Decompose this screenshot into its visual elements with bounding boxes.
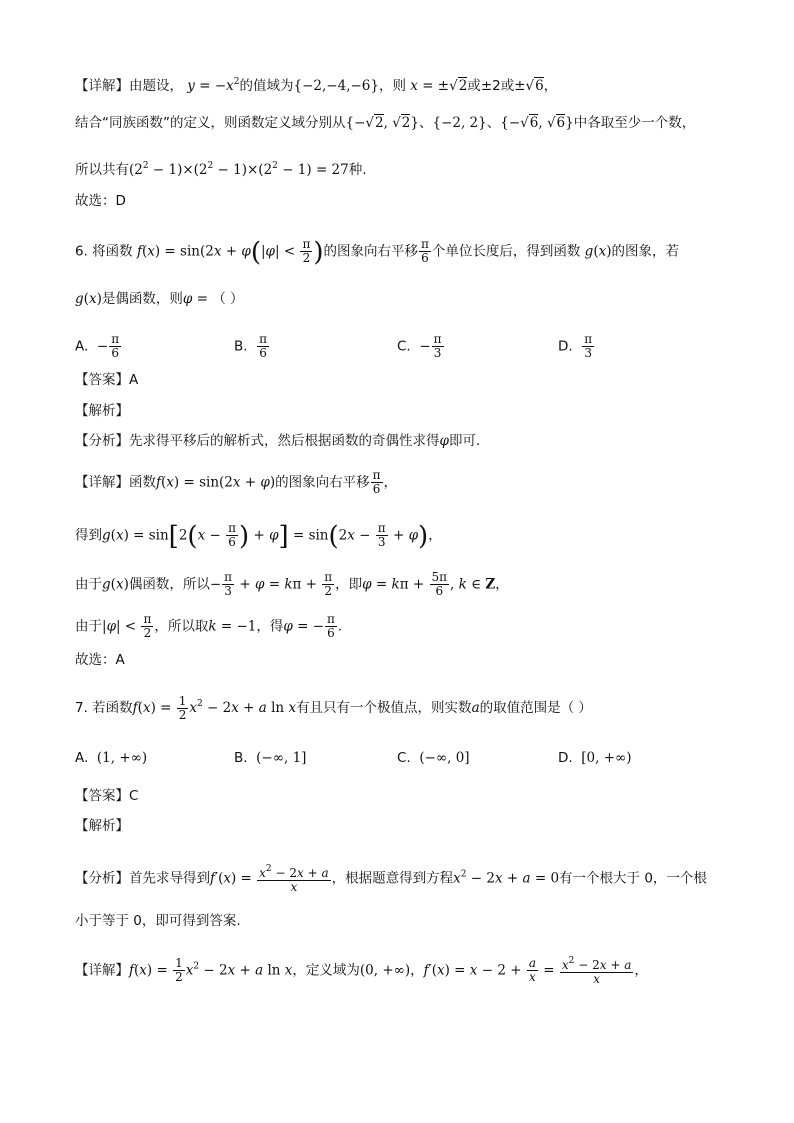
q7-option-b[interactable]: B. (−∞, 1]: [234, 750, 307, 766]
q7-fenxi-1: 【分析】首先求导得到f′(x) = $\frac{x^2 - 2x + a}{x}$ ，根据题意得到方程$x^2 - 2x + a = 0$有一个根大于 0，一个根: [75, 864, 707, 894]
fraction: $\frac{\pi}{2}$: [143, 612, 152, 640]
q6-answer: 【答案】A: [75, 372, 139, 388]
fraction: $\frac{\pi}{2}$: [302, 237, 311, 265]
q6-stem: 6. 将函数 f(x) = sin(2x + φ(|φ| < $\frac{\pi}{2}$ )的图象向右平移 $\frac{\pi}{6}$ 个单位长度后，得到函数 g(x)的图象，若: [75, 237, 680, 268]
fraction: $\frac{\pi}{3}$: [224, 570, 233, 598]
q6-stem-2: g(x)是偶函数，则φ = （ ）: [75, 291, 244, 307]
q7-option-c[interactable]: C. (−∞, 0]: [397, 750, 470, 766]
q6-option-c[interactable]: C. − $\frac{\pi}{3}$: [397, 332, 442, 360]
math-set: {−√6, √6}: [500, 115, 574, 131]
q6-detail-2: 得到g(x) = sin[2(x − $\frac{\pi}{6}$ ) + φ] = sin(2x − $\frac{\pi}{3}$ + φ)，: [75, 521, 442, 552]
fraction: $\frac{1}{2}$: [175, 956, 183, 984]
q6-option-b[interactable]: B. $\frac{\pi}{6}$: [234, 332, 268, 360]
math-set: {−2, 2}: [432, 115, 487, 131]
q5-combine-line: 结合“同族函数”的定义，则函数定义域分别从{−√2, √2}、{−2, 2}、{−√6, √6}中各取至少一个数，: [75, 115, 696, 131]
fraction: $\frac{x^2 - 2x + a}{x}$: [561, 956, 632, 986]
fraction: $\frac{5\pi}{6}$: [431, 570, 448, 598]
q7-stem: 7. 若函数f(x) = $\frac{1}{2}$ $x^2 - 2x + a$ ln x有且只有一个极值点，则实数a的取值范围是（ ）: [75, 693, 592, 722]
q6-option-d[interactable]: D. $\frac{\pi}{3}$: [558, 332, 593, 360]
q5-detail-line: 【详解】由题设， $y = -x^2$的值域为{−2,−4,−6}，则 x = ±√2或±2或±√6，: [75, 77, 558, 94]
q6-option-a[interactable]: A. − $\frac{\pi}{6}$: [75, 332, 120, 360]
math-set: {−2,−4,−6}: [293, 78, 379, 94]
fraction: $\frac{\pi}{6}$: [228, 521, 236, 549]
fraction: $\frac{\pi}{6}$: [421, 237, 429, 265]
q6-fenxi: 【分析】先求得平移后的解析式，然后根据函数的奇偶性求得φ即可.: [75, 433, 481, 449]
fraction: $\frac{\pi}{3}$: [377, 521, 386, 549]
q5-answer: 故选：D: [75, 193, 126, 209]
q7-answer: 【答案】C: [75, 788, 139, 804]
fraction: $\frac{\pi}{6}$: [259, 332, 268, 360]
math-set: {−√2, √2}: [345, 115, 419, 131]
fraction: $\frac{x^2 - 2x + a}{x}$: [259, 864, 329, 894]
q6-final: 故选：A: [75, 652, 125, 668]
q7-detail-1: 【详解】f(x) = $\frac{1}{2}$ $x^2 - 2x + a$ ln x，定义域为(0, +∞)，f′(x) = x − 2 + $\frac{a}{x}$ = $\frac{x^2 - 2x + a}{x}$ ，: [75, 956, 648, 986]
detail-tag: 【详解】: [75, 78, 129, 94]
fraction: $\frac{\pi}{2}$: [324, 570, 333, 598]
fraction: $\frac{\pi}{6}$: [111, 332, 120, 360]
q6-analysis-tag: 【解析】: [75, 403, 129, 419]
math: $(2^2 - 1)\times(2^2 - 1)\times(2^2 - 1) = 27$: [129, 161, 349, 178]
q7-fenxi-2: 小于等于 0，即可得到答案.: [75, 913, 241, 929]
fraction: $\frac{\pi}{3}$: [584, 332, 593, 360]
q7-option-a[interactable]: A. (1, +∞): [75, 750, 148, 766]
fraction: $\frac{1}{2}$: [178, 693, 187, 722]
fraction: $\frac{a}{x}$: [528, 956, 536, 984]
q6-detail-3: 由于g(x)偶函数，所以− $\frac{\pi}{3}$ + φ = kπ + $\frac{\pi}{2}$ ，即φ = kπ + $\frac{5\pi}{6}$ , k ∈ Z，: [75, 570, 509, 598]
math: y: [187, 78, 195, 94]
q6-detail-4: 由于|φ| < $\frac{\pi}{2}$ ，所以取k = −1，得φ = − $\frac{\pi}{6}$ .: [75, 612, 343, 640]
q7-option-d[interactable]: D. [0, +∞): [558, 750, 632, 766]
q7-analysis-tag: 【解析】: [75, 818, 129, 834]
q6-detail-1: 【详解】函数f(x) = sin(2x + φ)的图象向右平移 $\frac{\pi}{6}$ ，: [75, 468, 398, 496]
fraction: $\frac{\pi}{6}$: [372, 468, 381, 496]
q5-total-line: 所以共有$(2^2 - 1)\times(2^2 - 1)\times(2^2 - 1) = 27$种.: [75, 161, 367, 178]
fraction: $\frac{\pi}{6}$: [327, 612, 335, 640]
fraction: $\frac{\pi}{3}$: [433, 332, 442, 360]
